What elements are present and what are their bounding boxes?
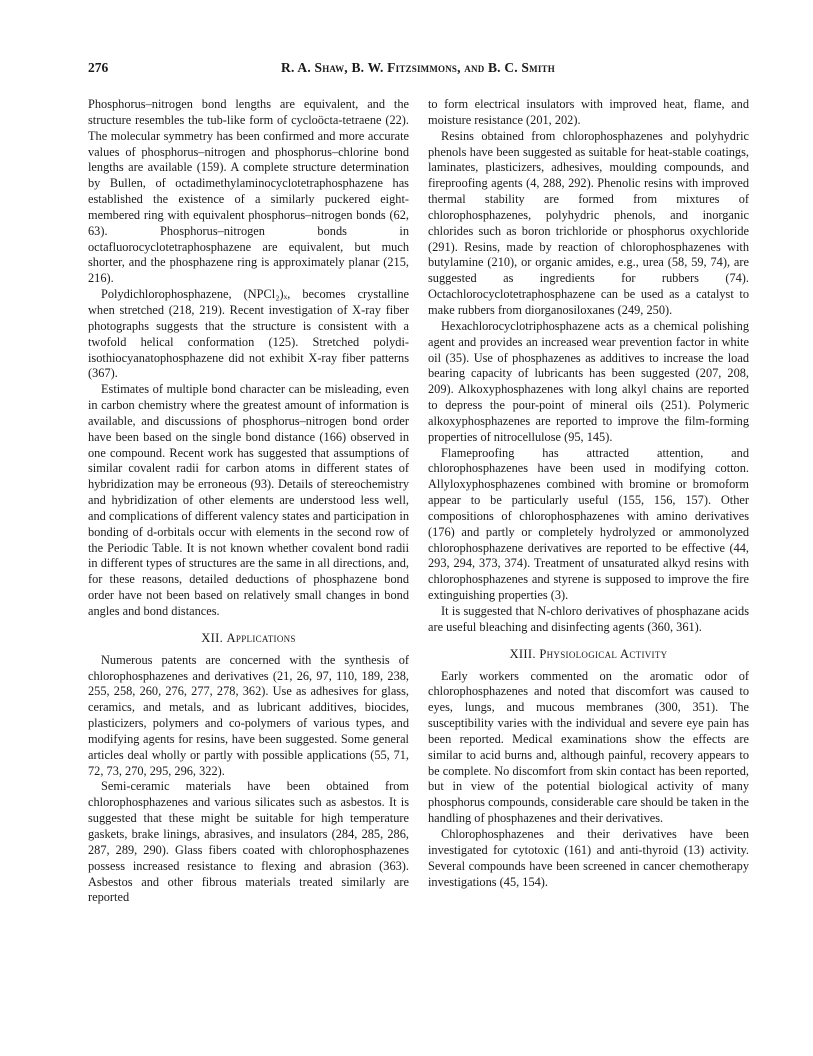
section-heading-physiological-activity — [428, 647, 749, 663]
paragraph: Semi-ceramic materials have been obtained from chlorophosphazenes and various silicates such as asbestos. It is suggested that these might be suitable for high temperature gaskets, brake linings, abrasives, and insulators (284, 285, 286, 287, 289, 290). Glass fibers coated with chlorophosphazenes possess increased resistance to flexing and abrasion (363). Asbestos and other fibrous materials treated similarly are reported — [88, 779, 409, 905]
paragraph: to form electrical insulators with improved heat, flame, and moisture resistance (201, 202). — [428, 97, 749, 127]
section-title: Physiological Activity — [539, 646, 668, 661]
section-title: Applications — [226, 630, 296, 645]
paragraph: Flameproofing has attracted attention, and chlorophosphazenes have been used in modifying cotton. Allyloxyphosphazenes combined with bromine or bromoform appear to be particularly useful (155, 156, 157). Other compositions of chlorophosphazenes with amino derivatives (176) and partly or completely hydrolyzed or ammonolyzed chlorophosphazene derivatives are reported to be effective (44, 293, 294, 373, 374). Treatment of unsaturated alkyd resins with chlorophosphazenes and styrene is supposed to improve the fire extinguishing properties (3). — [428, 445, 749, 603]
paragraph: Phosphorus–nitrogen bond lengths are equivalent, and the structure resembles the tub-like form of cycloöcta-tetraene (22). The molecular symmetry has been confirmed and more accurate values of phosphorus–nitrogen and phosphorus–chlorine bond lengths are available (159). A complete structure determination by Bullen, of octadimethylaminocyclotetraphosphazene has established the existence of a similarly puckered eight-membered ring with equivalent phosphorus–nitrogen bonds (62, 63). Phosphorus–nitrogen bonds in octafluorocyclotetraphosphazene are equivalent, but much shorter, and the phosphazene ring is approximately planar (215, 216). — [88, 97, 409, 286]
paragraph: Polydichlorophosphazene, (NPCl₂)ₓ, becomes crystalline when stretched (218, 219). Recent investigation of X-ray fiber photographs suggests that the structure is consistent with a twofold helical conformation (125). Stretched polydi-isothiocyanatophosphazene did not exhibit X-ray fiber patterns (367). — [88, 287, 409, 381]
paragraph: Early workers commented on the aromatic odor of chlorophosphazenes and noted that discomfort was caused to eyes, lungs, and mucous membranes (300, 351). The susceptibility varies with the individual and severe eye pain has been reported. Medical examinations show the effects are similar to acid burns and, although painful, recovery appears to be complete. No discomfort from skin contact has been reported, but in view of the potential biological activity of many phosphorus compounds, considerable care should be taken in the handling of phosphazenes and their derivatives. — [428, 668, 749, 826]
paragraph: Resins obtained from chlorophosphazenes and polyhydric phenols have been suggested as suitable for heat-stable coatings, laminates, plasticizers, adhesives, moulding compounds, and fireproofing agents (4, 288, 292). Phenolic resins with improved thermal stability are formed from mixtures of chlorophosphazenes, polyhydric phenols, and inorganic chlorides such as boron trichloride or phosphorus oxychloride (291). Resins, made by reaction of chlorophosphazenes with butylamine (210), or organic amides, e.g., urea (58, 59, 74), are suggested as ingredients for rubbers (74). Octachlorocyclotetraphosphazene can be used as a catalyst to make rubbers from diorganosiloxanes (249, 250). — [428, 128, 749, 317]
left-column — [88, 97, 409, 906]
running-title: R. A. Shaw, B. W. Fitzsimmons, and B. C. Smith — [281, 60, 555, 75]
section-number: XII. — [201, 630, 224, 645]
section-number: XIII. — [509, 646, 536, 661]
page-number: 276 — [88, 60, 109, 75]
paragraph: Hexachlorocyclotriphosphazene acts as a chemical polishing agent and provides an increased wear prevention factor in white oil (35). Use of phosphazenes as additives to increase the load bearing capacity of lubricants has been suggested (207, 208, 209). Alkoxyphosphazenes with long alkyl chains are reported to depress the pour-point of mineral oils (251). Polymeric alkoxyphosphazenes are reported to improve the film-forming properties of nitrocellulose (95, 145). — [428, 318, 749, 444]
paragraph: It is suggested that N-chloro derivatives of phosphazane acids are useful bleaching and disinfecting agents (360, 361). — [428, 604, 749, 634]
section-heading-applications — [88, 631, 409, 647]
paragraph: Numerous patents are concerned with the synthesis of chlorophosphazenes and derivatives (21, 26, 97, 110, 189, 238, 255, 258, 260, 276, 277, 278, 362). Use as adhesives for glass, ceramics, and metals, and as lubricant additives, biocides, plasticizers, polymers and co-polymers of various types, and modifying agents for resins, have been suggested. Some general articles deal wholly or partly with possible applications (55, 71, 72, 73, 270, 295, 296, 322). — [88, 652, 409, 778]
paragraph: Estimates of multiple bond character can be misleading, even in carbon chemistry where the greatest amount of information is available, and discussions of phosphorus–nitrogen bond order have been based on the single bond distance (166) observed in one compound. Recent work has suggested that assumptions of similar covalent radii for carbon atoms in different states of hybridization may be erroneous (93). Details of stereochemistry and hybridization of other elements are understood less well, and complications of different valency states and participation in bonding of d-orbitals occur with elements in the second row of the Periodic Table. It is not known whether covalent bond radii in different types of structures are the same in all directions, and, for these reasons, detailed deductions of phosphazene bond order have not been based on relatively small changes in bond angles and bond distances. — [88, 382, 409, 618]
paragraph: Chlorophosphazenes and their derivatives have been investigated for cytotoxic (161) and anti-thyroid (13) activity. Several compounds have been screened in cancer chemotherapy investigations (45, 154). — [428, 826, 749, 889]
page-header — [88, 60, 748, 82]
right-column — [428, 97, 749, 890]
